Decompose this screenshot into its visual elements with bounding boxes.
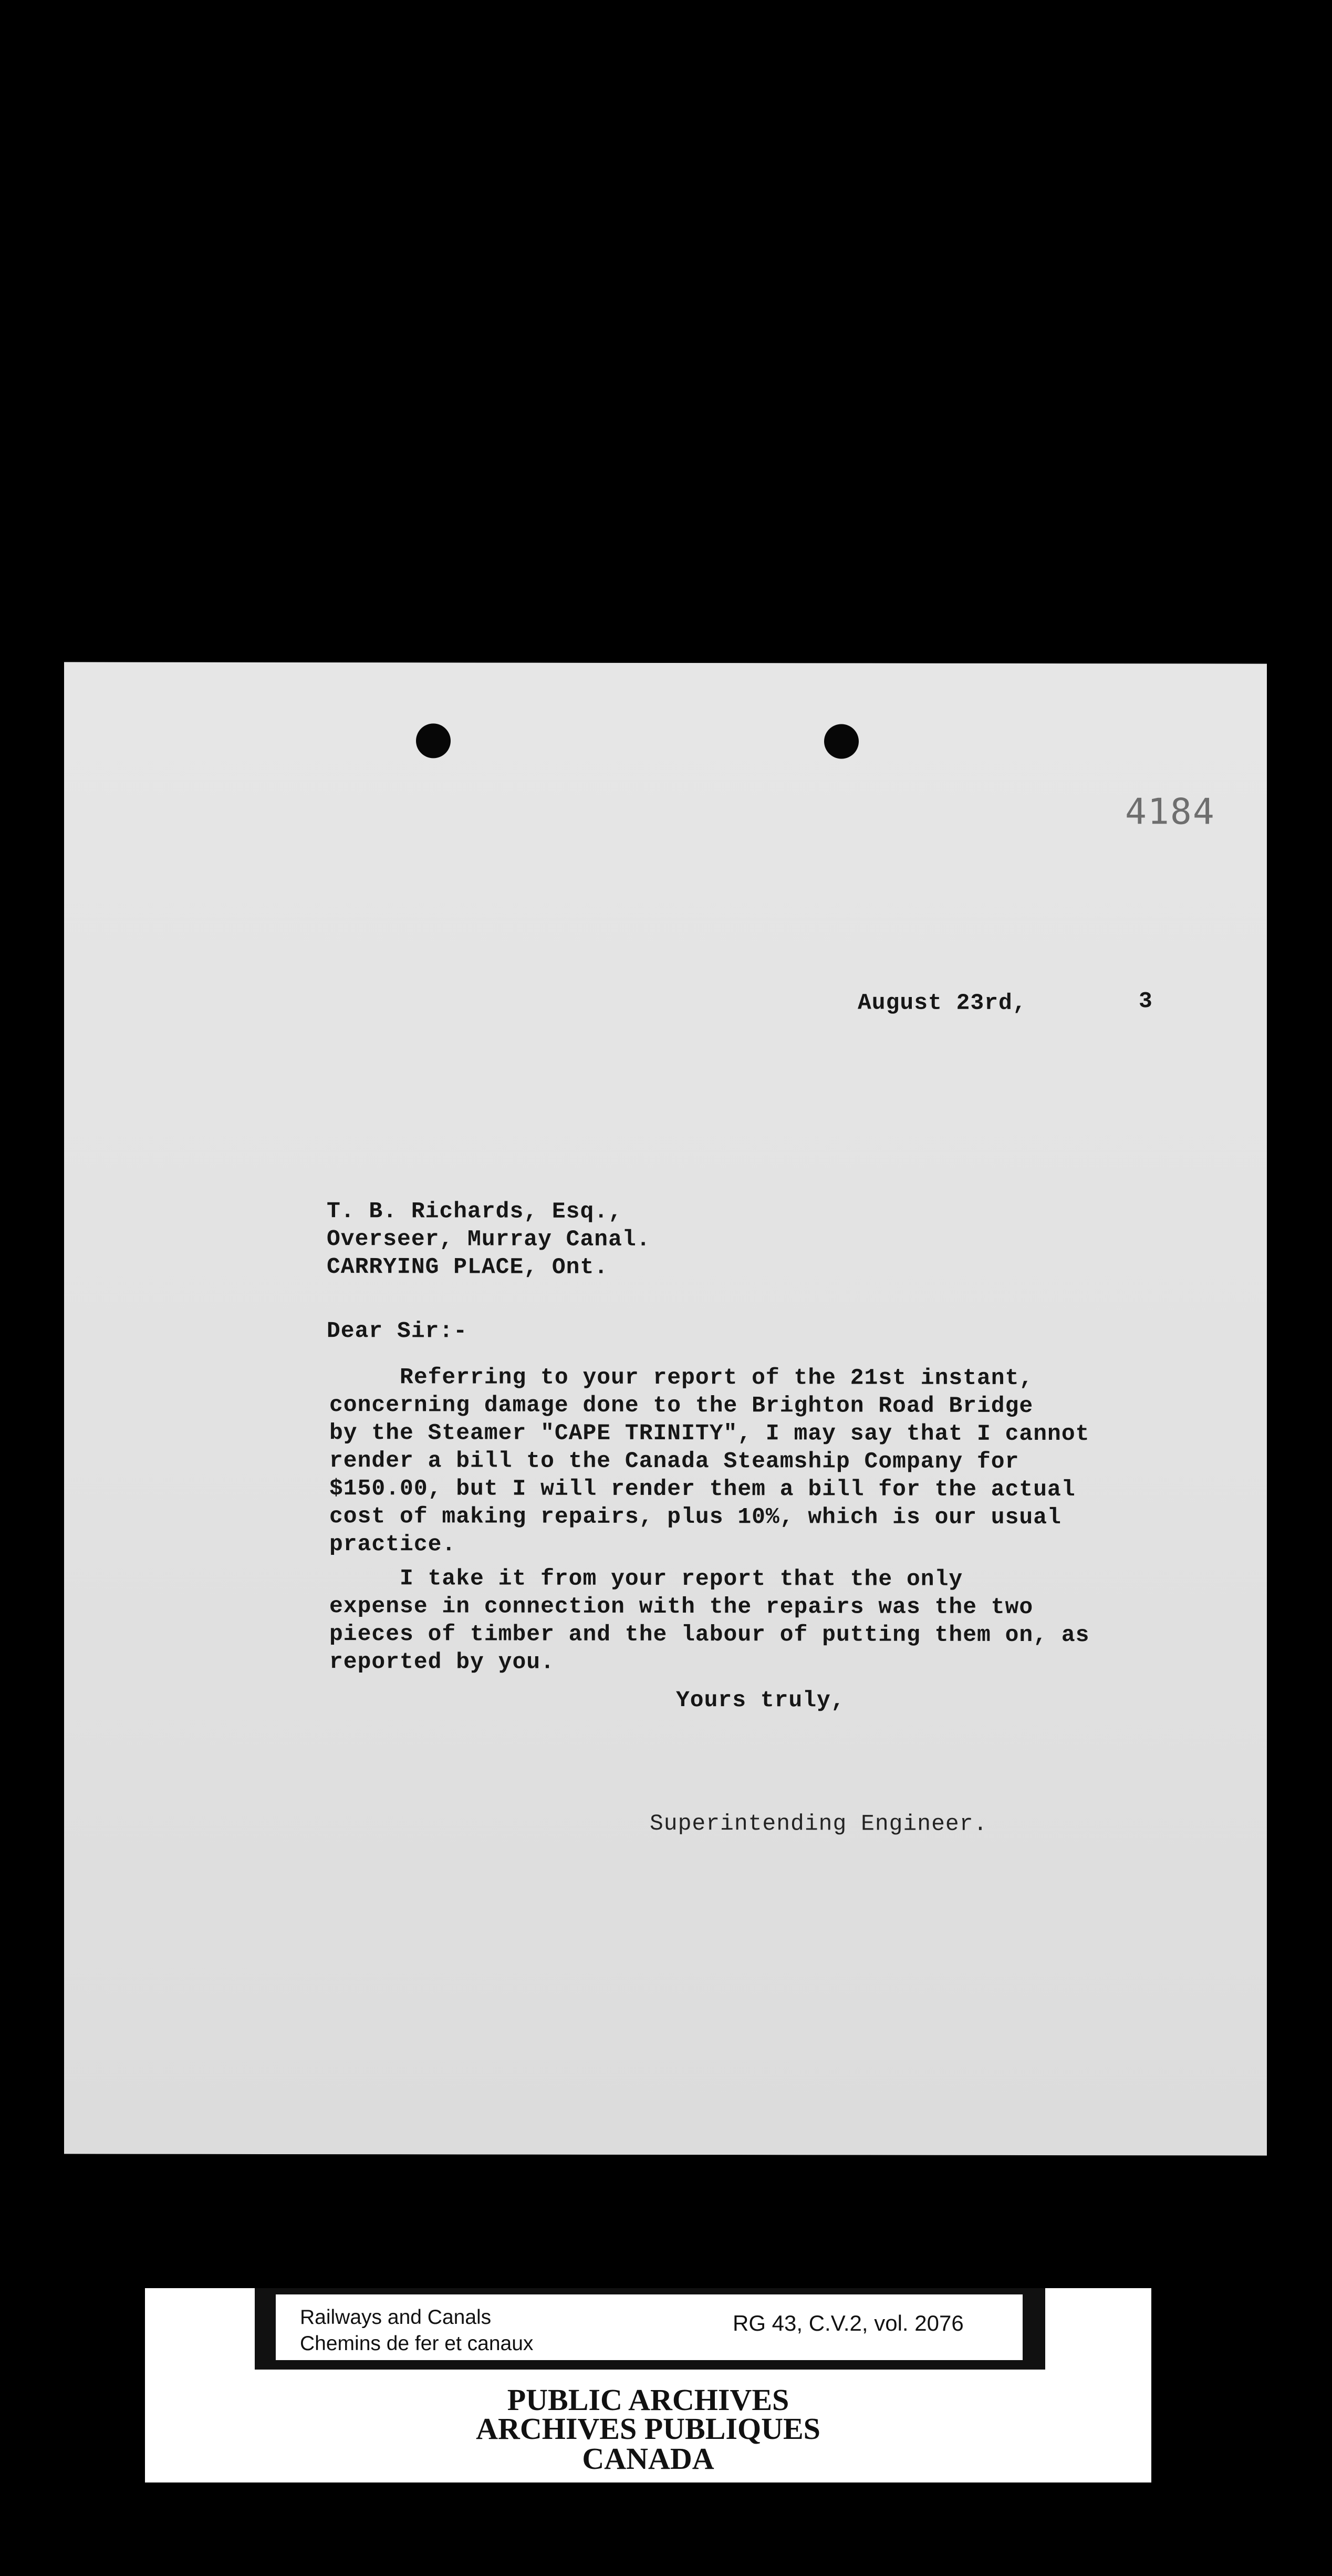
archives-title-country: CANADA [582,2442,714,2476]
salutation: Dear Sir:- [327,1318,468,1344]
body-line: cost of making repairs, plus 10%, which is our usual [329,1503,1062,1531]
body-line: render a bill to the Canada Steamship Company for [329,1448,1019,1474]
archive-reference: RG 43, C.V.2, vol. 2076 [733,2311,964,2335]
body-line: $150.00, but I will render them a bill for the actual [329,1476,1076,1503]
body-line: reported by you. [329,1649,555,1675]
body-line: concerning damage done to the Brighton Road Bridge [329,1392,1034,1419]
punch-hole-left [416,723,451,758]
closing: Yours truly, [676,1687,845,1713]
body-line: pieces of timber and the labour of putting them on, as [329,1621,1090,1648]
fonds-french: Chemins de fer et canaux [300,2332,534,2355]
archives-title-english: PUBLIC ARCHIVES [507,2383,789,2417]
fonds-english: Railways and Canals [300,2306,492,2329]
document-number: 4184 [1125,791,1215,833]
recipient-line: T. B. Richards, Esq., [327,1198,622,1224]
letter-body [329,1363,1089,1677]
recipient-line: CARRYING PLACE, Ont. [327,1254,609,1280]
page-number: 3 [1139,988,1153,1014]
body-line: expense in connection with the repairs was the two [329,1593,1034,1620]
body-line: I take it from your report that the only [329,1565,963,1592]
recipient-address [327,1197,651,1281]
signature-title: Superintending Engineer. [650,1810,988,1837]
body-line: Referring to your report of the 21st instant, [329,1364,1034,1391]
letter-date: August 23rd, [858,990,1027,1016]
body-line: practice. [329,1531,456,1557]
punch-hole-right [824,724,859,759]
letter-sheet [64,662,1267,2155]
body-line: by the Steamer "CAPE TRINITY", I may say that I cannot [329,1420,1090,1447]
archives-title-french: ARCHIVES PUBLIQUES [476,2412,820,2446]
recipient-line: Overseer, Murray Canal. [327,1226,651,1252]
